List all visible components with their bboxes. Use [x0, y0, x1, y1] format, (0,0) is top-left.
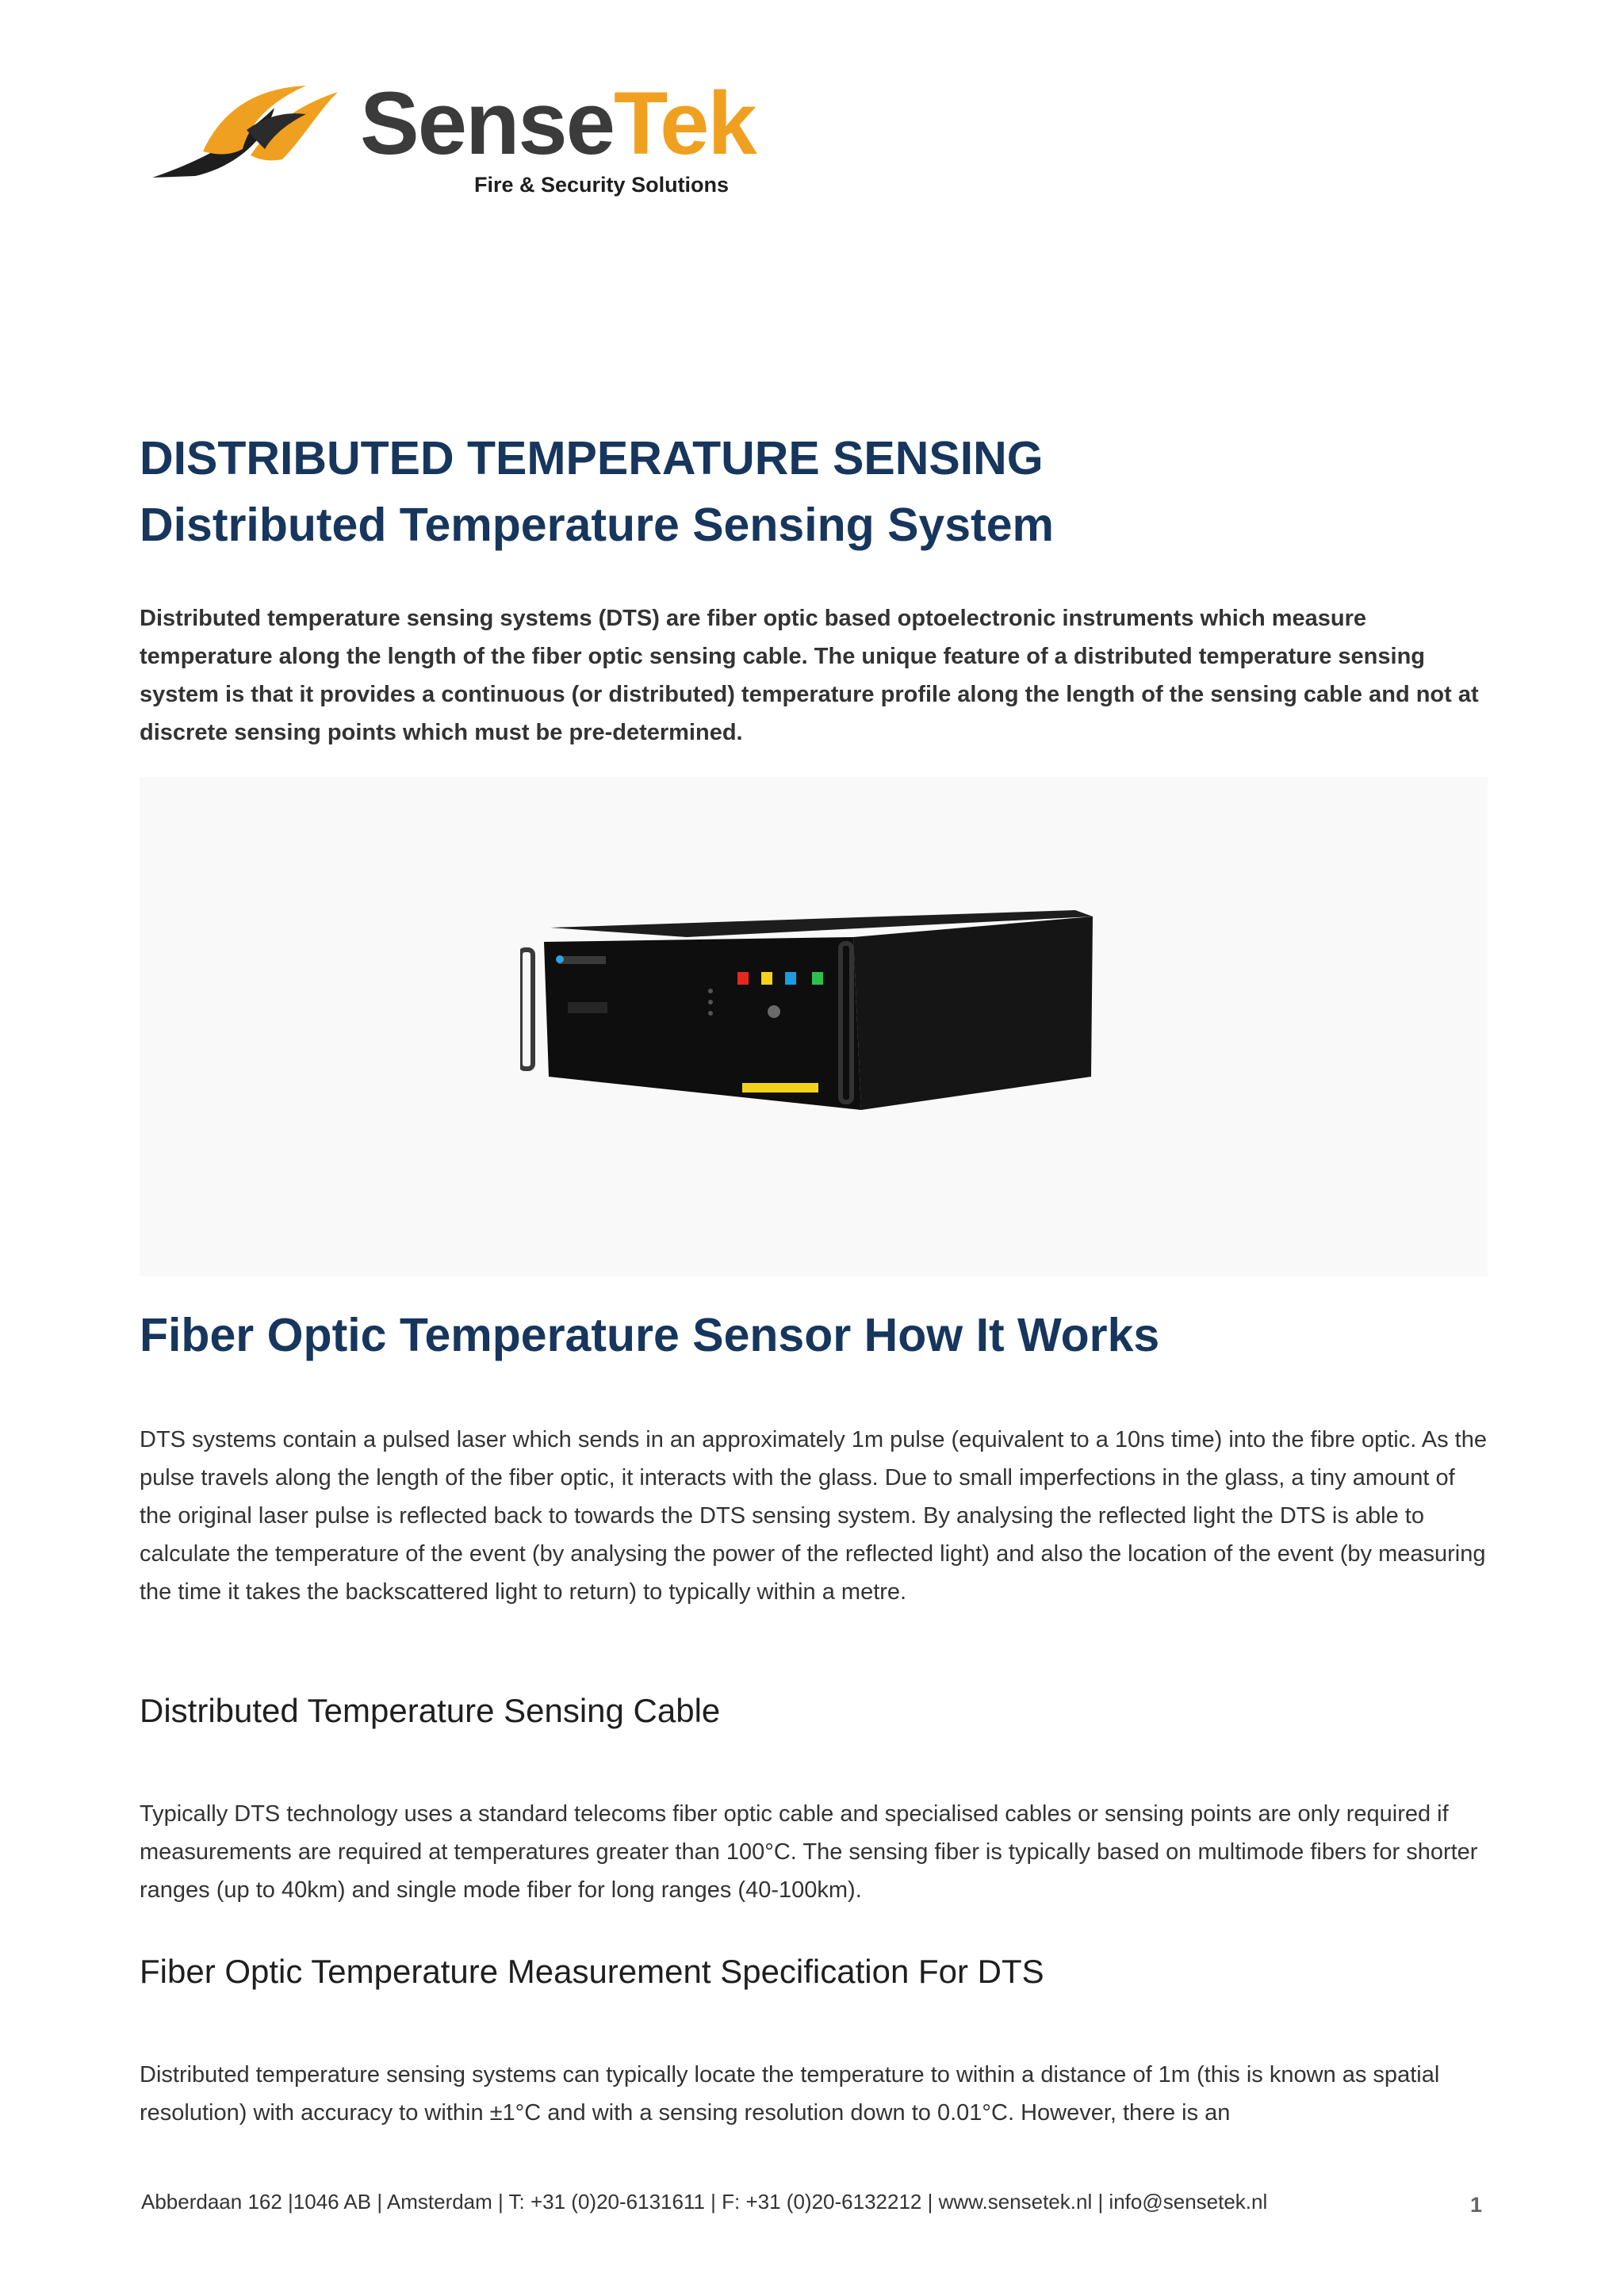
- blue-indicator-button: [785, 972, 796, 985]
- logo-tagline: Fire & Security Solutions: [474, 173, 730, 197]
- title-line-1: DISTRIBUTED TEMPERATURE SENSING: [140, 432, 1044, 484]
- yellow-indicator-button: [761, 972, 772, 985]
- section-heading-specification: Fiber Optic Temperature Measurement Specification For DTS: [140, 1953, 1044, 1990]
- red-indicator-button: [737, 972, 749, 985]
- footer-contact: Abberdaan 162 |1046 AB | Amsterdam | T: +31 (0)20-6131611 | F: +31 (0)20-6132212 | www.sensetek.nl | info@sensetek.nl: [141, 2190, 1268, 2214]
- section-body-specification: Distributed temperature sensing systems can typically locate the temperature to within a distance of 1m (this is known as spatial resolution) with accuracy to within ±1°C and with a sensing resolution down to 0.01°C. However, there is an: [140, 2062, 1440, 2126]
- section-heading-how-it-works: Fiber Optic Temperature Sensor How It Works: [140, 1309, 1160, 1361]
- logo-wordmark: [360, 74, 756, 173]
- sensetek-logo: [147, 74, 756, 211]
- section-body-cable: Typically DTS technology uses a standard telecoms fiber optic cable and specialised cables or sensing points are only required if measurements are required at temperatures greater than 100°C. The sensing fiber is typically based on multimode fibers for shorter ranges (up to 40km) and single mode fiber for long ranges (40-100km).: [140, 1801, 1478, 1903]
- logo-brand-sense: Sense: [360, 74, 614, 173]
- green-indicator-button: [812, 972, 823, 985]
- page-title: [140, 425, 1054, 558]
- section-heading-cable: Distributed Temperature Sensing Cable: [140, 1692, 721, 1729]
- intro-paragraph: Distributed temperature sensing systems (DTS) are fiber optic based optoelectronic instruments which measure temperature along the length of the fiber optic sensing cable. The unique feature of a distributed temperature sensing system is that it provides a continuous (or distributed) temperature profile along the length of the sensing cable and not at discrete sensing points which must be pre-determined.: [140, 606, 1479, 745]
- product-image-area: [140, 777, 1488, 1276]
- section-body-how-it-works: DTS systems contain a pulsed laser which sends in an approximately 1m pulse (equivalent to a 10ns time) into the fibre optic. As the pulse travels along the length of the fiber optic, it interacts with the glass. Due to small imperfections in the glass, a tiny amount of the original laser pulse is reflected back to towards the DTS sensing system. By analysing the reflected light the DTS is able to calculate the temperature of the event (by analysing the power of the reflected light) and also the location of the event (by measuring the time it takes the backscattered light to return) to typically within a metre.: [140, 1427, 1487, 1605]
- page-number: 1: [1470, 2193, 1483, 2217]
- left-handle: [520, 950, 533, 1069]
- dts-rack-unit-icon: [520, 910, 1107, 1124]
- title-line-2: Distributed Temperature Sensing System: [140, 499, 1054, 551]
- swoosh-logo-icon: [147, 76, 354, 195]
- warning-label: [742, 1083, 818, 1093]
- logo-brand-tek: Tek: [613, 74, 756, 173]
